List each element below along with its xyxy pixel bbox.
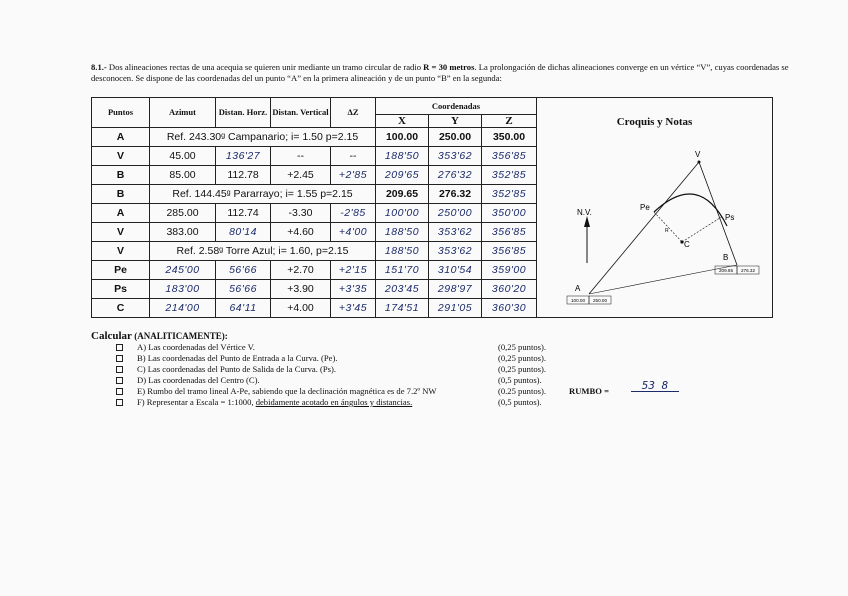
label-pe: Pe <box>640 202 650 212</box>
problem-statement <box>91 62 811 84</box>
calc-item-points: (0,25 puntos). <box>498 353 546 363</box>
row-point: C <box>92 299 150 318</box>
calc-item-text: F) Representar a Escala = 1:1000, <box>137 397 256 407</box>
row-dz: +2'85 <box>331 166 376 185</box>
row-point: V <box>92 242 150 261</box>
row-azimut: 183'00 <box>150 280 216 299</box>
label-a: A <box>575 283 581 293</box>
row-x: 203'45 <box>376 280 429 299</box>
header-y: Y <box>429 115 482 128</box>
row-y: 276.32 <box>429 185 482 204</box>
row-azimut: 45.00 <box>150 147 216 166</box>
calc-item <box>91 364 741 375</box>
row-point: A <box>92 128 150 147</box>
row-x: 100'00 <box>376 204 429 223</box>
sketch-drawing <box>537 130 767 310</box>
header-x: X <box>376 115 429 128</box>
row-z: 356'85 <box>482 147 537 166</box>
row-point: Ps <box>92 280 150 299</box>
calc-item-points: (0.25 puntos). <box>498 386 546 396</box>
row-y: 298'97 <box>429 280 482 299</box>
row-dz: -2'85 <box>331 204 376 223</box>
row-reference: Ref. 243.30ᵍ Campanario; i= 1.50 p=2.15 <box>150 128 376 147</box>
row-dist-vert: +2.45 <box>271 166 331 185</box>
row-x: 174'51 <box>376 299 429 318</box>
vertex-point <box>698 160 701 163</box>
row-dist-vert: -- <box>271 147 331 166</box>
row-dz: +2'15 <box>331 261 376 280</box>
calc-item <box>91 342 741 353</box>
label-ps: Ps <box>725 212 735 222</box>
problem-radius: R = 30 metros <box>423 62 475 72</box>
row-dist-vert: +3.90 <box>271 280 331 299</box>
row-y: 353'62 <box>429 223 482 242</box>
header-dz: ΔZ <box>331 98 376 128</box>
row-azimut: 285.00 <box>150 204 216 223</box>
row-dz: +3'45 <box>331 299 376 318</box>
header-azimut: Azimut <box>150 98 216 128</box>
b-y-text: 276.32 <box>740 267 756 273</box>
row-dist-horz: 80'14 <box>216 223 271 242</box>
header-dist-vert: Distan. Vertical <box>271 98 331 128</box>
row-dist-horz: 136'27 <box>216 147 271 166</box>
row-azimut: 214'00 <box>150 299 216 318</box>
row-z: 360'30 <box>482 299 537 318</box>
row-y: 250.00 <box>429 128 482 147</box>
row-x: 188'50 <box>376 242 429 261</box>
calc-item-text-underlined: debidamente acotado en ángulos y distancias. <box>255 397 413 407</box>
calc-item <box>91 353 741 364</box>
row-point: Pe <box>92 261 150 280</box>
row-z: 352'85 <box>482 166 537 185</box>
row-x: 188'50 <box>376 223 429 242</box>
calc-section <box>91 330 741 408</box>
row-x: 100.00 <box>376 128 429 147</box>
calc-item-points: (0,25 puntos). <box>498 342 546 352</box>
row-z: 359'00 <box>482 261 537 280</box>
row-dist-horz: 56'66 <box>216 280 271 299</box>
header-dist-horz: Distan. Horz. <box>216 98 271 128</box>
calc-title <box>91 330 741 342</box>
row-dist-vert: +4.00 <box>271 299 331 318</box>
label-c: C <box>684 239 690 249</box>
row-azimut: 85.00 <box>150 166 216 185</box>
row-dz: +3'35 <box>331 280 376 299</box>
row-dist-horz: 56'66 <box>216 261 271 280</box>
row-azimut: 383.00 <box>150 223 216 242</box>
header-coordenadas: Coordenadas <box>376 98 537 115</box>
calc-item-text: C) Las coordenadas del Punto de Salida de la Curva. (Ps). <box>137 364 337 374</box>
row-dist-horz: 112.74 <box>216 204 271 223</box>
row-dist-horz: 64'11 <box>216 299 271 318</box>
calc-item-points: (0,25 puntos). <box>498 364 546 374</box>
row-reference: Ref. 2.58ᵍ Torre Azul; i= 1.60, p=2.15 <box>150 242 376 261</box>
row-dz: +4'00 <box>331 223 376 242</box>
row-x: 209'65 <box>376 166 429 185</box>
row-y: 250'00 <box>429 204 482 223</box>
line-a-v <box>589 162 699 294</box>
calc-item-points: (0,5 puntos). <box>498 397 542 407</box>
checkbox-icon <box>116 388 123 395</box>
a-y-text: 250.00 <box>592 297 608 303</box>
label-b: B <box>723 252 729 262</box>
survey-table <box>91 97 773 318</box>
row-z: 352'85 <box>482 185 537 204</box>
row-dist-vert: +2.70 <box>271 261 331 280</box>
row-x: 188'50 <box>376 147 429 166</box>
row-y: 291'05 <box>429 299 482 318</box>
rumbo-value: 53 8 <box>631 380 679 392</box>
calc-item-text: E) Rumbo del tramo lineal A-Pe, sabiendo que la declinación magnética es de 7.2º NW <box>137 386 437 396</box>
checkbox-icon <box>116 344 123 351</box>
calc-item-text: B) Las coordenadas del Punto de Entrada a la Curva. (Pe). <box>137 353 338 363</box>
calc-item-text-wrap <box>137 397 412 408</box>
croquis-cell <box>537 98 773 318</box>
row-point: B <box>92 185 150 204</box>
croquis-title: Croquis y Notas <box>616 115 693 128</box>
calc-title-main: Calcular <box>91 330 132 342</box>
row-z: 356'85 <box>482 242 537 261</box>
row-z: 360'20 <box>482 280 537 299</box>
calc-item-text: A) Las coordenadas del Vértice V. <box>137 342 255 352</box>
row-dist-vert: +4.60 <box>271 223 331 242</box>
checkbox-icon <box>116 377 123 384</box>
nv-arrowhead <box>584 216 590 227</box>
a-x-text: 100.00 <box>570 297 586 303</box>
row-dz: -- <box>331 147 376 166</box>
radius-pe <box>654 212 682 242</box>
row-y: 310'54 <box>429 261 482 280</box>
circular-curve <box>654 194 727 226</box>
row-point: A <box>92 204 150 223</box>
problem-number: 8.1.- <box>91 62 107 72</box>
row-x: 209.65 <box>376 185 429 204</box>
calc-item-points: (0,5 puntos). <box>498 375 542 385</box>
b-x-text: 209.65 <box>718 267 734 273</box>
label-r: R <box>665 227 669 234</box>
row-point: V <box>92 223 150 242</box>
row-z: 350'00 <box>482 204 537 223</box>
label-nv: N.V. <box>577 207 592 217</box>
row-dist-vert: -3.30 <box>271 204 331 223</box>
label-v: V <box>695 149 701 159</box>
row-y: 353'62 <box>429 242 482 261</box>
row-azimut: 245'00 <box>150 261 216 280</box>
calc-title-sub: (ANALITICAMENTE): <box>131 331 228 341</box>
problem-text-1: Dos alineaciones rectas de una acequia se quieren unir mediante un tramo circular de radio <box>106 62 424 72</box>
row-reference: Ref. 144.45ᵍ Pararrayo; i= 1.55 p=2.15 <box>150 185 376 204</box>
header-z: Z <box>482 115 537 128</box>
row-y: 353'62 <box>429 147 482 166</box>
header-puntos: Puntos <box>92 98 150 128</box>
row-z: 356'85 <box>482 223 537 242</box>
row-x: 151'70 <box>376 261 429 280</box>
checkbox-icon <box>116 355 123 362</box>
calc-item <box>91 397 741 408</box>
calc-item-text: D) Las coordenadas del Centro (C). <box>137 375 260 385</box>
row-dist-horz: 112.78 <box>216 166 271 185</box>
row-point: V <box>92 147 150 166</box>
rumbo-label: RUMBO = <box>569 386 609 396</box>
radius-ps <box>682 216 723 242</box>
row-z: 350.00 <box>482 128 537 147</box>
checkbox-icon <box>116 366 123 373</box>
row-y: 276'32 <box>429 166 482 185</box>
problem-text-2: . La prolongación de dichas alineaciones converge en un vértice “V”, cuyas coordenadas se desconocen. Se dispone de las coordenadas del un punto “A” en la primera alineación y de un punto “B” en la segunda: <box>91 62 789 83</box>
row-point: B <box>92 166 150 185</box>
checkbox-icon <box>116 399 123 406</box>
